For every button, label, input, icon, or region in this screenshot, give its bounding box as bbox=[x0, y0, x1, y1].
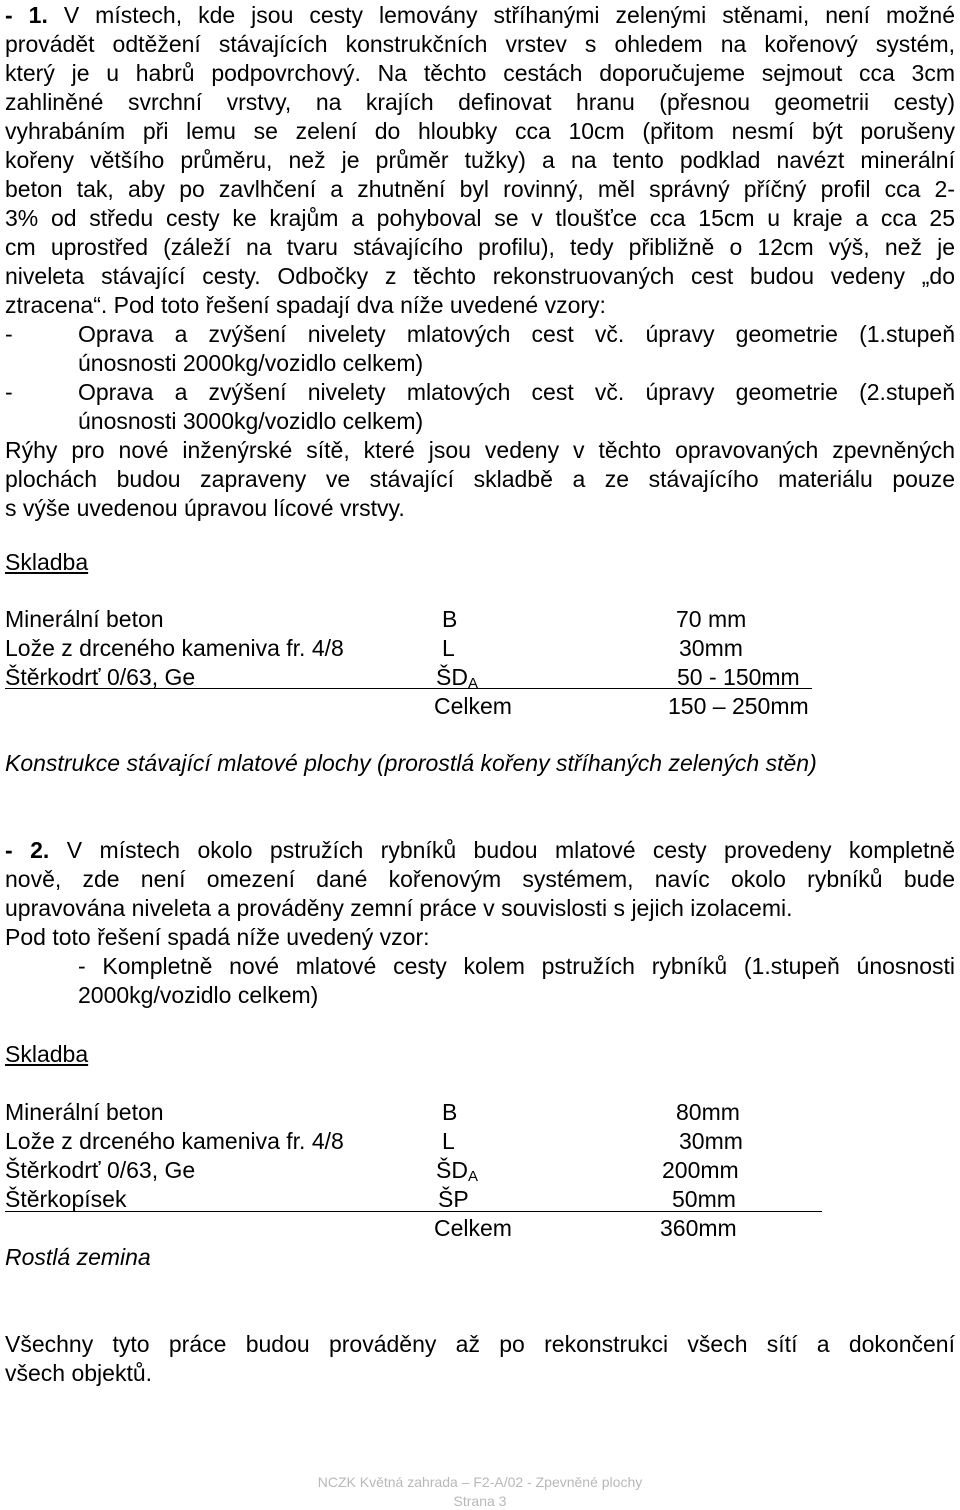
table2-row4-value: 50mm bbox=[672, 1186, 736, 1212]
section2-list-item-1: - Kompletně nové mlatové cesty kolem pstružích rybníků (1.stupeň únosnosti bbox=[78, 953, 955, 979]
table1-row3-code-main: ŠD bbox=[436, 664, 468, 690]
section1-line-8: 3% od středu cesty ke krajům a pohyboval se v tloušťce cca 15cm u kraje a cca 25 bbox=[5, 205, 955, 231]
section2-line-4: Pod toto řešení spadá níže uvedený vzor: bbox=[5, 924, 430, 950]
section1-list-item-2-cont: únosnosti 3000kg/vozidlo celkem) bbox=[78, 408, 424, 434]
table2-row1-name: Minerální beton bbox=[5, 1099, 164, 1125]
list-item-text: Oprava a zvýšení nivelety mlatových cest vč. úpravy geometrie (1.stupeň bbox=[78, 321, 955, 347]
table2-row2-code: L bbox=[442, 1128, 455, 1154]
table2-row4-name: Štěrkopísek bbox=[5, 1186, 127, 1212]
section1-marker: - 1. bbox=[5, 2, 48, 28]
section1-line-4: zahliněné svrchní vrstvy, na krajích definovat hranu (přesnou geometrii cesty) bbox=[5, 89, 955, 115]
table1-row2-code: L bbox=[442, 635, 455, 661]
section1-list-item-1-cont: únosnosti 2000kg/vozidlo celkem) bbox=[78, 350, 424, 376]
section1-list-item-1 bbox=[5, 320, 955, 349]
section1-text: V místech, kde jsou cesty lemovány stříhanými zelenými stěnami, není možné bbox=[63, 2, 956, 28]
section1-line-6: kořeny většího průměru, než je průměr tužky) a na tento podklad navézt minerální bbox=[5, 147, 955, 173]
table2-row3-code-sub: A bbox=[467, 1168, 478, 1185]
section1-line-5: vyhrabáním při lemu se zelení do hloubky cca 10cm (přitom nesmí být porušeny bbox=[5, 118, 955, 144]
table1-underline bbox=[5, 688, 812, 689]
section2-line-1 bbox=[5, 836, 955, 865]
section2-list-item-1-cont: 2000kg/vozidlo celkem) bbox=[78, 982, 319, 1008]
table1-row2-name: Lože z drceného kameniva fr. 4/8 bbox=[5, 635, 344, 661]
closing-line-2: všech objektů. bbox=[5, 1360, 153, 1386]
table1-row3-value: 50 - 150mm bbox=[677, 664, 800, 690]
section1-line-2: provádět odtěžení stávajících konstrukčních vrstev s ohledem na kořenový systém, bbox=[5, 31, 955, 57]
table1-total-label: Celkem bbox=[434, 693, 512, 719]
section1-line-7: beton tak, aby po zavlhčení a zhutnění byl rovinný, měl správný příčný profil cca 2- bbox=[5, 176, 955, 202]
section2-line-2: nově, zde není omezení dané kořenovým systémem, navíc okolo rybníků bude bbox=[5, 866, 955, 892]
footer-page-number: Strana 3 bbox=[453, 1493, 507, 1509]
table1-row1-name: Minerální beton bbox=[5, 606, 164, 632]
table2-row1-code: B bbox=[442, 1099, 458, 1125]
list-dash: - bbox=[5, 379, 13, 405]
para2-line-2: plochách budou zapraveny ve stávající skladbě a ze stávajícího materiálu pouze bbox=[5, 466, 955, 492]
table1-total-value: 150 – 250mm bbox=[668, 693, 809, 719]
footer-title: NCZK Květná zahrada – F2-A/02 - Zpevněné plochy bbox=[317, 1474, 643, 1490]
table2-total-value: 360mm bbox=[660, 1215, 737, 1241]
section2-line-3: upravována niveleta a prováděny zemní práce v souvislosti s jejich izolacemi. bbox=[5, 895, 793, 921]
table2-row3-value: 200mm bbox=[662, 1157, 739, 1183]
section1-line-9: cm uprostřed (záleží na tvaru stávajícího profilu), tedy přibližně o 12cm výš, než je bbox=[5, 234, 955, 260]
table2-row3-name: Štěrkodrť 0/63, Ge bbox=[5, 1157, 196, 1183]
section1-line-3: který je u habrů podpovrchový. Na těchto cestách doporučujeme sejmout cca 3cm bbox=[5, 60, 955, 86]
table2-row4-code: ŠP bbox=[438, 1186, 469, 1212]
table2-row2-value: 30mm bbox=[679, 1128, 743, 1154]
section1-line-10: niveleta stávající cesty. Odbočky z těchto rekonstruovaných cest budou vedeny „do bbox=[5, 263, 955, 289]
table2-row1-value: 80mm bbox=[676, 1099, 740, 1125]
section2-text: V místech okolo pstružích rybníků budou mlatové cesty provedeny kompletně bbox=[66, 837, 956, 863]
section2-marker: - 2. bbox=[5, 837, 50, 863]
section1-list-item-2 bbox=[5, 378, 955, 407]
skladba-heading-2: Skladba bbox=[5, 1041, 89, 1067]
table1-caption: Konstrukce stávající mlatové plochy (prorostlá kořeny stříhaných zelených stěn) bbox=[5, 750, 817, 776]
list-dash: - bbox=[5, 321, 13, 347]
list-item-text: Oprava a zvýšení nivelety mlatových cest vč. úpravy geometrie (2.stupeň bbox=[78, 379, 955, 405]
table1-row1-code: B bbox=[442, 606, 458, 632]
section1-line-1 bbox=[5, 1, 955, 30]
table2-row2-name: Lože z drceného kameniva fr. 4/8 bbox=[5, 1128, 344, 1154]
table2-underline bbox=[5, 1211, 822, 1212]
table1-row2-value: 30mm bbox=[679, 635, 743, 661]
table1-row3-code-sub: A bbox=[467, 675, 478, 692]
section1-line-11: ztracena“. Pod toto řešení spadají dva níže uvedené vzory: bbox=[5, 292, 606, 318]
table1-row3-name: Štěrkodrť 0/63, Ge bbox=[5, 664, 196, 690]
table2-row3-code-main: ŠD bbox=[436, 1157, 468, 1183]
para2-line-1: Rýhy pro nové inženýrské sítě, které jsou vedeny v těchto opravovaných zpevněných bbox=[5, 437, 955, 463]
para2-line-3: s výše uvedenou úpravou lícové vrstvy. bbox=[5, 495, 405, 521]
table2-total-label: Celkem bbox=[434, 1215, 512, 1241]
table2-row3-code bbox=[436, 1156, 478, 1185]
closing-line-1: Všechny tyto práce budou prováděny až po rekonstrukci všech sítí a dokončení bbox=[5, 1331, 955, 1357]
table2-caption: Rostlá zemina bbox=[5, 1244, 151, 1270]
table1-row1-value: 70 mm bbox=[676, 606, 747, 632]
skladba-heading-1: Skladba bbox=[5, 549, 89, 575]
